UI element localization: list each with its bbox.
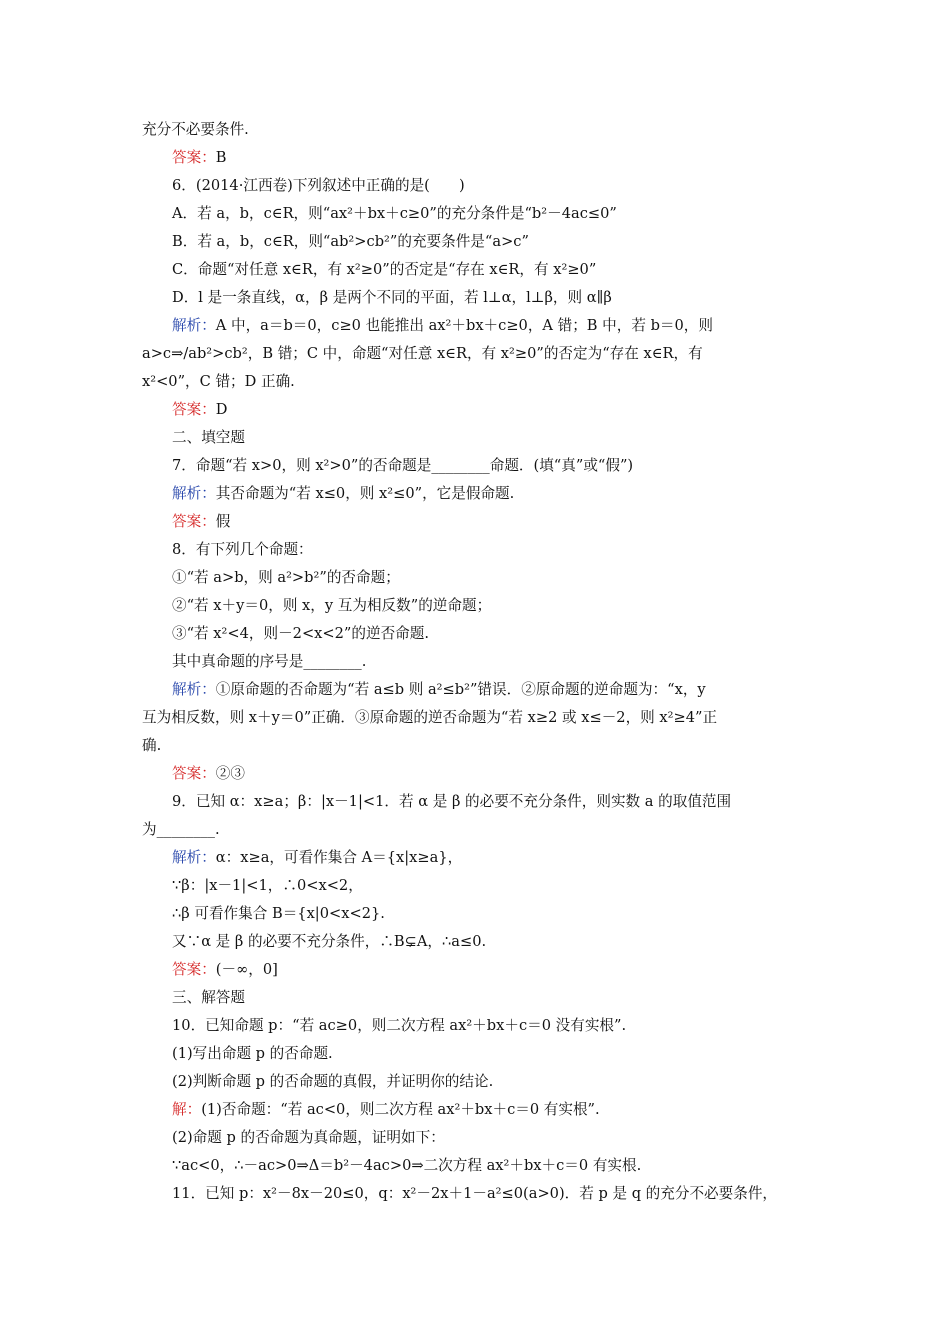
option-a: A．若 a，b，c∈R，则“ax²＋bx＋c≥0”的充分条件是“b²－4ac≤0” [172, 205, 617, 222]
section-heading: 二、填空题 [172, 429, 245, 446]
text-line: 互为相反数，则 x＋y＝0”正确．③原命题的逆否命题为“若 x≥2 或 x≤－2，则 x²≥4”正 [142, 709, 718, 726]
option-b: B．若 a，b，c∈R，则“ab²>cb²”的充要条件是“a>c” [172, 233, 529, 250]
text-line: x²<0”，C 错；D 正确. [142, 373, 295, 390]
answer-label: 答案： [172, 149, 216, 166]
question-8: 8．有下列几个命题： [172, 541, 313, 558]
answer-label: 答案： [172, 765, 216, 782]
text-line: (2)命题 p 的否命题为真命题，证明如下： [172, 1129, 445, 1146]
question-9: 9．已知 α：x≥a；β：|x－1|<1．若 α 是 β 的必要不充分条件，则实数 a 的取值范围 [172, 793, 732, 810]
text-line: 确. [142, 737, 162, 754]
solution-label: 解： [172, 1101, 202, 1118]
text-line: ①“若 a>b，则 a²>b²”的否命题； [172, 569, 400, 586]
text-line: (2)判断命题 p 的否命题的真假，并证明你的结论. [172, 1073, 494, 1090]
option-c: C．命题“对任意 x∈R，有 x²≥0”的否定是“存在 x∈R，有 x²≥0” [172, 261, 597, 278]
analysis-label: 解析： [172, 485, 216, 502]
section-heading: 三、解答题 [172, 989, 245, 1006]
question-11: 11．已知 p：x²－8x－20≤0，q：x²－2x＋1－a²≤0(a>0)．若 p 是 q 的充分不必要条件， [172, 1185, 778, 1202]
analysis-line: 解析：其否命题为“若 x≤0，则 x²≤0”，它是假命题. [172, 485, 515, 502]
text-line: a>c⇒/ab²>cb²，B 错；C 中，命题“对任意 x∈R，有 x²≥0”的否定为“存在 x∈R，有 [142, 345, 703, 362]
text-line: ∵ac<0，∴－ac>0⇒Δ＝b²－4ac>0⇒二次方程 ax²＋bx＋c＝0 有实根. [172, 1157, 642, 1174]
answer-line: 答案：(－∞，0] [172, 961, 278, 978]
text-line: 其中真命题的序号是________. [172, 653, 367, 670]
answer-line: 答案：假 [172, 513, 231, 530]
solution-line: 解：(1)否命题：“若 ac<0，则二次方程 ax²＋bx＋c＝0 有实根”. [172, 1101, 600, 1118]
analysis-label: 解析： [172, 681, 216, 698]
answer-line: 答案：D [172, 401, 228, 418]
text-line: 充分不必要条件. [142, 121, 249, 138]
analysis-line: 解析：①原命题的否命题为“若 a≤b 则 a²≤b²”错误．②原命题的逆命题为：“x，y [172, 681, 706, 698]
answer-line: 答案：②③ [172, 765, 245, 782]
answer-line: 答案：B [172, 149, 227, 166]
option-d: D．l 是一条直线，α，β 是两个不同的平面，若 l⊥α，l⊥β，则 α∥β [172, 289, 612, 306]
answer-label: 答案： [172, 401, 216, 418]
text-line: ②“若 x＋y＝0，则 x，y 互为相反数”的逆命题； [172, 597, 492, 614]
text-line: 又∵α 是 β 的必要不充分条件，∴B⊊A，∴a≤0. [172, 933, 487, 950]
text-line: 为________. [142, 821, 220, 838]
question-10: 10．已知命题 p：“若 ac≥0，则二次方程 ax²＋bx＋c＝0 没有实根”. [172, 1017, 627, 1034]
analysis-label: 解析： [172, 317, 216, 334]
analysis-label: 解析： [172, 849, 216, 866]
analysis-line: 解析：α：x≥a，可看作集合 A＝{x|x≥a}， [172, 849, 463, 866]
question-6: 6．(2014·江西卷)下列叙述中正确的是( ) [172, 177, 465, 194]
text-line: (1)写出命题 p 的否命题. [172, 1045, 333, 1062]
text-line: ∴β 可看作集合 B＝{x|0<x<2}. [172, 905, 385, 922]
answer-label: 答案： [172, 513, 216, 530]
analysis-line: 解析：A 中，a＝b＝0，c≥0 也能推出 ax²＋bx＋c≥0，A 错；B 中，若 b＝0，则 [172, 317, 713, 334]
text-line: ∵β：|x－1|<1，∴0<x<2， [172, 877, 363, 894]
text-line: ③“若 x²<4，则－2<x<2”的逆否命题. [172, 625, 429, 642]
question-7: 7．命题“若 x>0，则 x²>0”的否命题是________命题．(填“真”或“假”) [172, 457, 634, 474]
answer-label: 答案： [172, 961, 216, 978]
